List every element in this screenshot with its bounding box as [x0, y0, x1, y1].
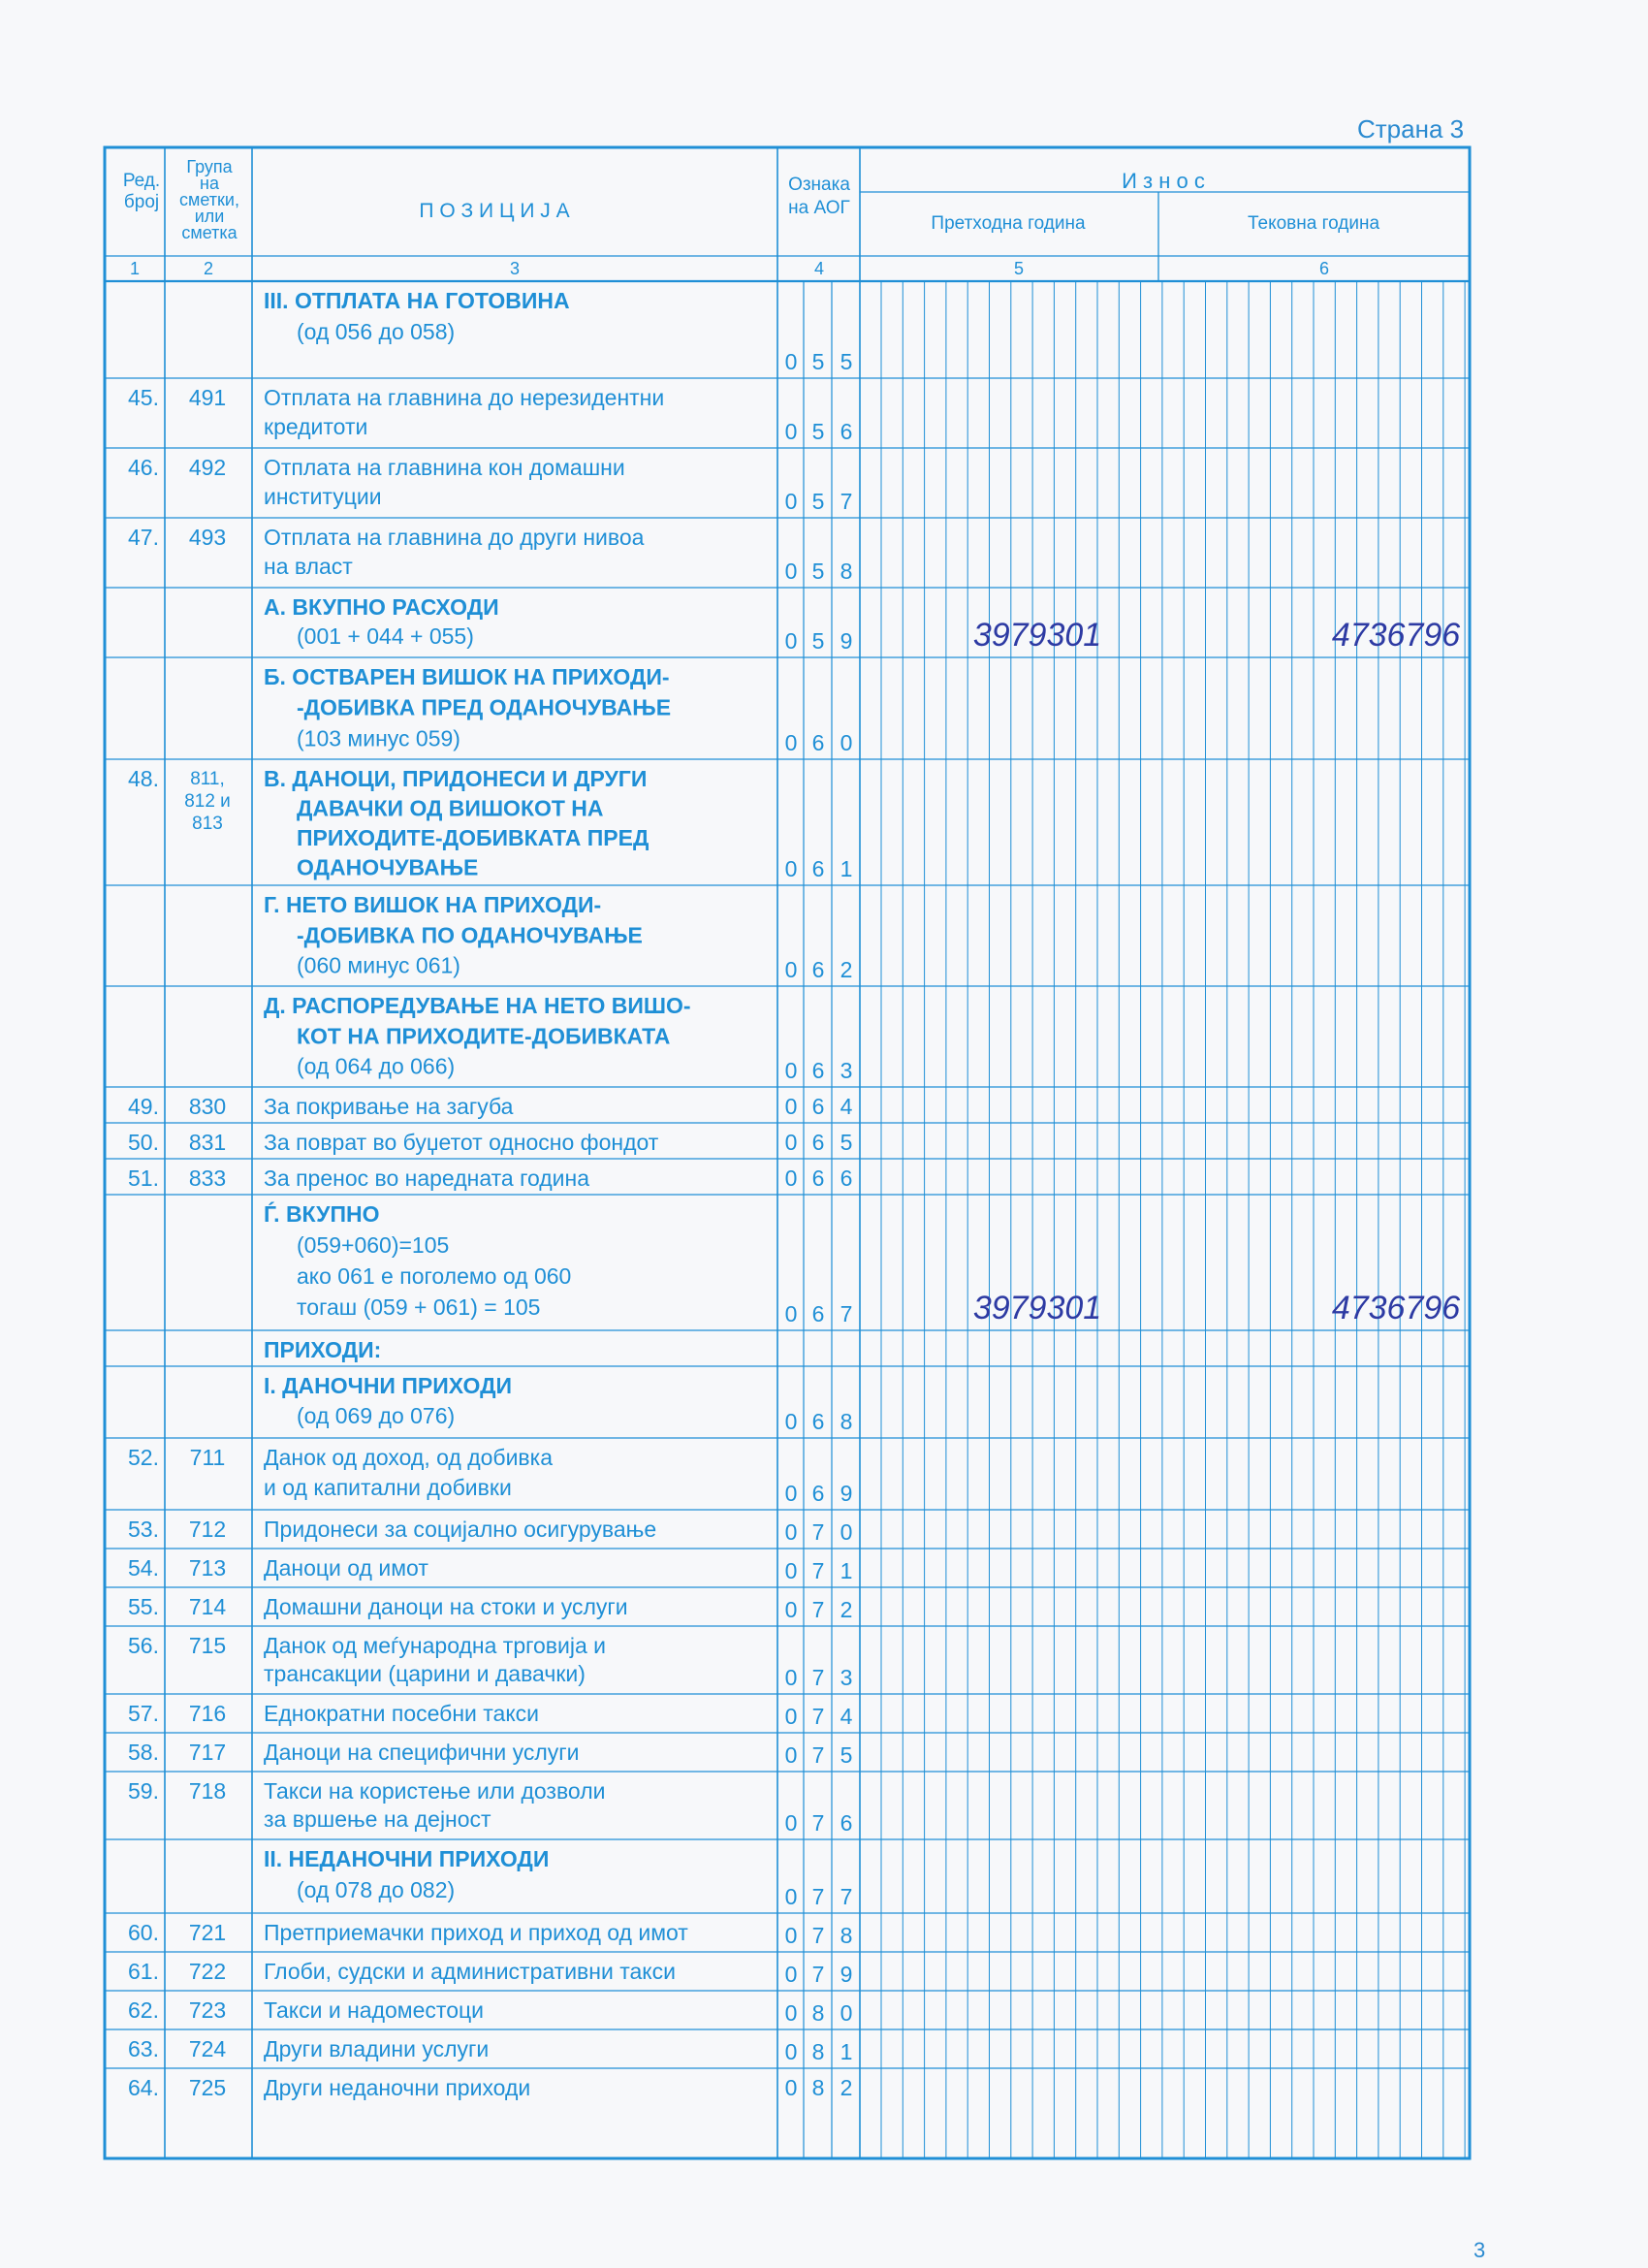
header-col1: број [123, 192, 160, 212]
previous-year-value: 3979301 [972, 1290, 1102, 1326]
aog-digit: 2 [840, 2075, 853, 2100]
position-text: (од 064 до 066) [297, 1053, 456, 1079]
row-number: 46. [128, 455, 159, 480]
position-text: За покривање на загуба [264, 1094, 514, 1119]
column-number: 2 [203, 259, 214, 278]
position-text: Отплата на главнина кон домашни [264, 455, 625, 480]
position-text: Данок од доход, од добивка [264, 1445, 554, 1470]
aog-digit: 0 [784, 2039, 798, 2064]
aog-digit: 8 [811, 2000, 825, 2026]
account-group: 830 [188, 1094, 227, 1119]
aog-digit: 1 [840, 2039, 853, 2064]
position-text: III. ОТПЛАТА НА ГОТОВИНА [264, 288, 570, 313]
account-group: 491 [188, 385, 227, 410]
position-text: Даноци од имот [264, 1555, 428, 1581]
aog-digit: 1 [840, 1558, 853, 1583]
aog-digit: 0 [784, 489, 798, 514]
aog-digit: 5 [811, 489, 825, 514]
aog-digit: 0 [784, 1166, 798, 1191]
account-group: 722 [188, 1959, 227, 1984]
position-text: КОТ НА ПРИХОДИТЕ-ДОБИВКАТА [297, 1023, 671, 1049]
aog-digit: 7 [840, 489, 853, 514]
aog-digit: 8 [840, 1409, 853, 1434]
position-text: Ѓ. ВКУПНО [264, 1201, 380, 1227]
aog-digit: 8 [840, 559, 853, 584]
aog-digit: 6 [811, 1301, 825, 1326]
page-number: 3 [1474, 2238, 1486, 2262]
aog-digit: 7 [811, 1704, 825, 1729]
column-number: 1 [129, 259, 141, 278]
aog-digit: 5 [811, 559, 825, 584]
aog-digit: 6 [840, 1166, 853, 1191]
position-text: Претприемачки приход и приход од имот [264, 1920, 688, 1945]
header-current-year: Тековна година [1247, 213, 1380, 234]
aog-digit: 0 [840, 1519, 853, 1545]
position-text: Такси и надоместоци [264, 1997, 485, 2023]
aog-digit: 0 [784, 856, 798, 881]
aog-digit: 3 [840, 1665, 853, 1690]
aog-digit: 9 [840, 628, 853, 654]
previous-year-value: 3979301 [972, 617, 1102, 654]
position-text: на власт [264, 554, 353, 579]
position-text: Б. ОСТВАРЕН ВИШОК НА ПРИХОДИ- [264, 664, 670, 689]
position-text: ОДАНОЧУВАЊЕ [297, 854, 479, 880]
position-text: -ДОБИВКА ПО ОДАНОЧУВАЊЕ [297, 922, 643, 948]
header-col2: сметка [181, 223, 238, 242]
aog-digit: 0 [784, 1962, 798, 1987]
aog-digit: 5 [840, 349, 853, 374]
aog-digit: 0 [784, 1481, 798, 1506]
row-number: 63. [128, 2036, 159, 2061]
aog-digit: 7 [840, 1884, 853, 1909]
aog-digit: 6 [811, 1409, 825, 1434]
aog-digit: 4 [840, 1094, 853, 1119]
account-group: 714 [188, 1594, 227, 1619]
aog-digit: 5 [811, 628, 825, 654]
aog-digit: 6 [811, 1166, 825, 1191]
account-group: 833 [188, 1166, 227, 1191]
position-text: Такси на користење или дозволи [264, 1778, 606, 1804]
aog-digit: 7 [811, 1923, 825, 1948]
aog-digit: 6 [840, 419, 853, 444]
header-aog: Ознака [788, 175, 850, 195]
account-group: 721 [188, 1920, 227, 1945]
aog-digit: 4 [840, 1704, 853, 1729]
aog-digit: 7 [811, 1810, 825, 1836]
position-text: ако 061 е поголемо од 060 [297, 1263, 572, 1289]
row-number: 51. [128, 1166, 159, 1191]
aog-digit: 9 [840, 1962, 853, 1987]
column-number: 5 [1013, 259, 1025, 278]
aog-digit: 7 [811, 1665, 825, 1690]
account-group: 723 [188, 1997, 227, 2023]
aog-digit: 0 [784, 1409, 798, 1434]
aog-digit: 6 [811, 856, 825, 881]
position-text: (103 минус 059) [297, 725, 460, 751]
row-number: 55. [128, 1594, 159, 1619]
position-text: I. ДАНОЧНИ ПРИХОДИ [264, 1373, 513, 1398]
row-number: 57. [128, 1701, 159, 1726]
aog-digit: 0 [784, 1884, 798, 1909]
aog-digit: 0 [840, 2000, 853, 2026]
position-text: В. ДАНОЦИ, ПРИДОНЕСИ И ДРУГИ [264, 766, 648, 791]
aog-digit: 8 [811, 2075, 825, 2100]
position-text: Домашни даноци на стоки и услуги [264, 1594, 628, 1619]
aog-digit: 0 [784, 419, 798, 444]
position-text: А. ВКУПНО РАСХОДИ [264, 594, 499, 620]
current-year-value: 4736796 [1331, 1290, 1461, 1326]
aog-digit: 1 [840, 856, 853, 881]
position-text: трансакции (царини и давачки) [264, 1661, 586, 1686]
position-text: (059+060)=105 [297, 1232, 450, 1258]
position-text: Г. НЕТО ВИШОК НА ПРИХОДИ- [264, 892, 602, 917]
position-text: за вршење на дејност [264, 1806, 491, 1832]
row-number: 50. [128, 1130, 159, 1155]
aog-digit: 0 [784, 730, 798, 755]
header-col1: Ред. [122, 171, 161, 191]
account-group: 716 [188, 1701, 227, 1726]
aog-digit: 7 [811, 1519, 825, 1545]
aog-digit: 5 [811, 349, 825, 374]
column-number: 3 [509, 259, 521, 278]
header-col2: на [200, 174, 219, 193]
position-text: Отплата на главнина до други нивоа [264, 525, 645, 550]
aog-digit: 6 [811, 1481, 825, 1506]
header-position: П О З И Ц И Ј А [419, 200, 570, 222]
position-text: Данок од меѓународна трговија и [264, 1633, 606, 1658]
aog-digit: 7 [811, 1597, 825, 1622]
row-number: 61. [128, 1959, 159, 1984]
aog-digit: 0 [784, 1704, 798, 1729]
aog-digit: 7 [840, 1301, 853, 1326]
row-number: 56. [128, 1633, 159, 1658]
row-number: 64. [128, 2075, 159, 2100]
aog-digit: 0 [784, 1558, 798, 1583]
aog-digit: 0 [784, 1665, 798, 1690]
position-text: (од 056 до 058) [297, 319, 456, 344]
aog-digit: 0 [784, 559, 798, 584]
aog-digit: 0 [784, 957, 798, 982]
position-text: ДАВАЧКИ ОД ВИШОКОТ НА [297, 795, 604, 821]
aog-digit: 0 [784, 1810, 798, 1836]
header-col2: или [194, 207, 225, 226]
position-text: За поврат во буџетот односно фондот [264, 1130, 659, 1155]
row-number: 47. [128, 525, 159, 550]
aog-digit: 6 [811, 730, 825, 755]
position-text: (од 069 до 076) [297, 1403, 456, 1428]
aog-digit: 5 [840, 1130, 853, 1155]
position-text: кредитоти [264, 414, 368, 439]
aog-digit: 0 [784, 2075, 798, 2100]
aog-digit: 6 [811, 1094, 825, 1119]
aog-digit: 0 [784, 1130, 798, 1155]
aog-digit: 0 [840, 730, 853, 755]
row-number: 53. [128, 1517, 159, 1542]
account-group: 712 [188, 1517, 227, 1542]
position-text: (060 минус 061) [297, 952, 460, 978]
header-aog: на АОГ [788, 198, 850, 218]
account-group: 715 [188, 1633, 227, 1658]
aog-digit: 3 [840, 1058, 853, 1083]
position-text: институции [264, 484, 382, 509]
aog-digit: 9 [840, 1481, 853, 1506]
position-text: ПРИХОДИТЕ-ДОБИВКАТА ПРЕД [297, 825, 650, 850]
column-number: 6 [1318, 259, 1330, 278]
aog-digit: 0 [784, 1058, 798, 1083]
position-text: Други владини услуги [264, 2036, 490, 2061]
row-number: 60. [128, 1920, 159, 1945]
position-text: -ДОБИВКА ПРЕД ОДАНОЧУВАЊЕ [297, 694, 672, 720]
position-text: II. НЕДАНОЧНИ ПРИХОДИ [264, 1846, 550, 1871]
aog-digit: 0 [784, 1597, 798, 1622]
header-amount: И з н о с [1122, 169, 1205, 193]
aog-digit: 0 [784, 1923, 798, 1948]
aog-digit: 0 [784, 1094, 798, 1119]
aog-digit: 7 [811, 1962, 825, 1987]
position-text: (001 + 044 + 055) [297, 623, 474, 649]
position-text: тогаш (059 + 061) = 105 [297, 1294, 541, 1320]
account-group: 711 [189, 1445, 226, 1470]
row-number: 48. [128, 766, 159, 791]
account-group: 813 [192, 814, 223, 834]
header-col2: сметки, [179, 190, 239, 209]
row-number: 49. [128, 1094, 159, 1119]
position-text: Други неданочни приходи [264, 2075, 531, 2100]
aog-digit: 7 [811, 1742, 825, 1768]
column-number: 4 [813, 259, 825, 278]
account-group: 725 [188, 2075, 227, 2100]
account-group: 492 [188, 455, 227, 480]
aog-digit: 0 [784, 2000, 798, 2026]
aog-digit: 5 [840, 1742, 853, 1768]
position-text: Даноци на специфични услуги [264, 1740, 580, 1765]
aog-digit: 2 [840, 1597, 853, 1622]
account-group: 493 [188, 525, 227, 550]
header-col2: Група [186, 157, 233, 176]
aog-digit: 0 [784, 1519, 798, 1545]
account-group: 713 [188, 1555, 227, 1581]
position-text: Д. РАСПОРЕДУВАЊЕ НА НЕТО ВИШО- [264, 993, 691, 1018]
position-text: и од капитални добивки [264, 1475, 512, 1500]
position-text: Отплата на главнина до нерезидентни [264, 385, 665, 410]
aog-digit: 0 [784, 1301, 798, 1326]
position-text: Еднократни посебни такси [264, 1701, 539, 1726]
aog-digit: 2 [840, 957, 853, 982]
row-number: 62. [128, 1997, 159, 2023]
account-group: 811, [190, 769, 225, 789]
row-number: 58. [128, 1740, 159, 1765]
row-number: 52. [128, 1445, 159, 1470]
aog-digit: 8 [840, 1923, 853, 1948]
aog-digit: 8 [811, 2039, 825, 2064]
account-group: 717 [188, 1740, 227, 1765]
aog-digit: 6 [811, 1130, 825, 1155]
account-group: 718 [188, 1778, 227, 1804]
account-group: 812 и [184, 791, 231, 812]
aog-digit: 7 [811, 1884, 825, 1909]
aog-digit: 0 [784, 349, 798, 374]
aog-digit: 5 [811, 419, 825, 444]
aog-digit: 6 [811, 957, 825, 982]
position-text: (од 078 до 082) [297, 1877, 456, 1902]
row-number: 59. [128, 1778, 159, 1804]
row-number: 54. [128, 1555, 159, 1581]
account-group: 831 [188, 1130, 227, 1155]
aog-digit: 7 [811, 1558, 825, 1583]
position-text: За пренос во наредната година [264, 1166, 590, 1191]
position-text: Придонеси за социјално осигурување [264, 1517, 657, 1542]
current-year-value: 4736796 [1331, 617, 1461, 654]
page-label: Страна 3 [1357, 114, 1465, 144]
aog-digit: 6 [840, 1810, 853, 1836]
position-text: Глоби, судски и административни такси [264, 1959, 676, 1984]
position-text: ПРИХОДИ: [264, 1337, 382, 1362]
aog-digit: 6 [811, 1058, 825, 1083]
account-group: 724 [188, 2036, 227, 2061]
aog-digit: 0 [784, 628, 798, 654]
header-previous-year: Претходна година [931, 213, 1086, 234]
row-number: 45. [128, 385, 159, 410]
aog-digit: 0 [784, 1742, 798, 1768]
